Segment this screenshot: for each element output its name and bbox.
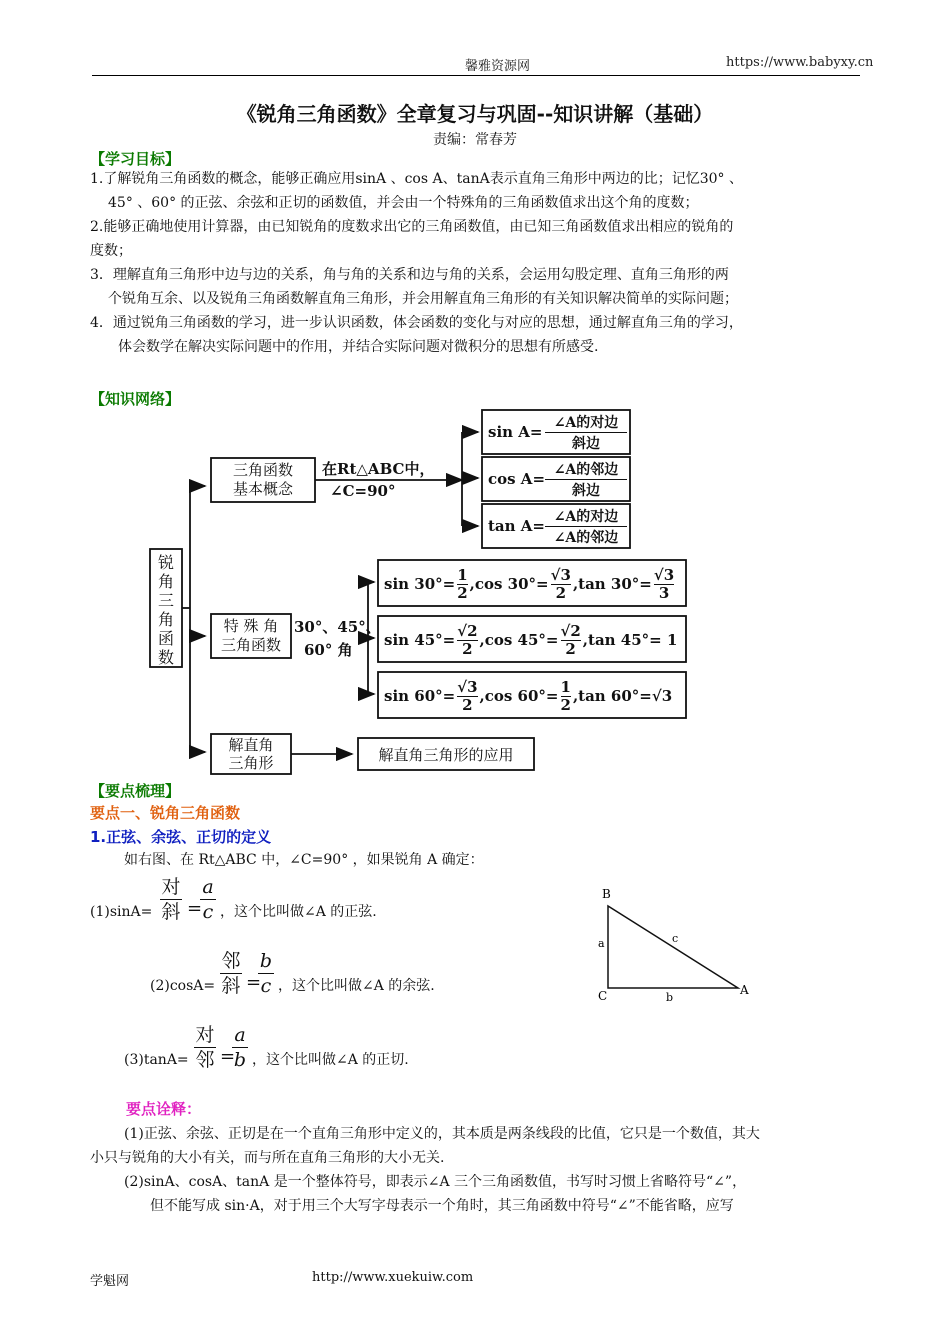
cos60-label: ,cos 60°=: [479, 687, 559, 705]
equals-sign: =: [187, 898, 203, 919]
cos-def-frac: [545, 459, 627, 500]
tan60-label: ,tan 60°=√3: [572, 687, 673, 705]
root-char: 函: [157, 629, 174, 648]
frac-den: 3: [654, 584, 674, 602]
root-char: 数: [157, 648, 174, 667]
values-60-row: [384, 674, 672, 718]
frac-den: 邻: [195, 1049, 215, 1071]
def-sin-label: (1)sinA=: [90, 904, 153, 920]
frac-den: 2: [560, 695, 571, 714]
basic-concept-label: [211, 461, 315, 499]
frac-num: √3: [550, 565, 571, 584]
point-1-heading: 要点一、锐角三角函数: [90, 804, 241, 822]
intro-text: 如右图、在 Rt△ABC 中，∠C=90° ，如果锐角 A 确定：: [124, 852, 484, 868]
footer-site: 学魁网: [90, 1274, 130, 1289]
frac-num: 邻: [221, 950, 241, 972]
sin60-label: sin 60°=: [384, 687, 456, 705]
sin45-label: sin 45°=: [384, 631, 456, 649]
def-tan-letter-frac: [232, 1024, 248, 1071]
cos60-frac: [561, 679, 571, 714]
basic-line: 三角函数: [232, 461, 293, 479]
frac-num: a: [202, 876, 214, 898]
root-char: 锐: [157, 553, 174, 572]
goals-heading: 【学习目标】: [90, 150, 181, 168]
special-line: 特 殊 角: [223, 617, 279, 635]
def-tan-text: ，这个比叫做∠A 的正切.: [252, 1052, 409, 1068]
cos-def-num: ∠A的邻边: [553, 462, 619, 478]
frac-num: 1: [457, 565, 468, 584]
def-tan-hanzi-frac: [194, 1024, 216, 1071]
explain-block: [90, 1122, 880, 1218]
frac-bar: [232, 1047, 248, 1048]
goal-1-line-1: 1.了解锐角三角函数的概念，能够正确应用sinA 、cos A、tanA表示直角三角形中两边的比；记忆30° 、: [90, 171, 743, 187]
vertex-A: A: [740, 983, 749, 997]
frac-num: √2: [560, 621, 581, 640]
cos30-frac: [551, 567, 571, 602]
sin30-label: sin 30°=: [384, 575, 456, 593]
network-heading: 【知识网络】: [90, 390, 181, 408]
cos45-label: ,cos 45°=: [479, 631, 559, 649]
frac-num: √3: [653, 565, 675, 584]
sin60-frac: [457, 679, 477, 714]
frac-num: 对: [161, 876, 181, 898]
explain-line: 但不能写成 sin·A，对于用三个大写字母表示一个角时，其三角函数中符号“∠”不能省略，应写: [150, 1198, 734, 1214]
frac-num: √2: [457, 621, 478, 640]
frac-num: √3: [457, 677, 478, 696]
root-char: 角: [157, 610, 174, 629]
frac-bar: [160, 899, 182, 900]
frac-den: c: [260, 975, 272, 997]
goal-4-line-1: 4．通过锐角三角函数的学习，进一步认识函数，体会函数的变化与对应的思想，通过解直角三角的学习，: [90, 315, 743, 331]
tan45-label: ,tan 45°= 1: [582, 631, 678, 649]
sin-def-frac: [545, 412, 627, 453]
header-url[interactable]: https://www.babyxy.cn: [726, 55, 874, 70]
application-label: 解直角三角形的应用: [378, 746, 514, 764]
goal-3-line-2: 个锐角互余、以及锐角三角函数解直角三角形，并会用解直角三角形的有关知识解决简单的实际问题；: [108, 291, 738, 307]
equals-sign: =: [220, 1046, 236, 1067]
angles-line-2: 60° 角: [304, 641, 353, 659]
angles-line-1: 30°、45°、: [294, 618, 381, 636]
equals-sign: =: [246, 972, 262, 993]
explain-line: (1)正弦、余弦、正切是在一个直角三角形中定义的，其本质是两条线段的比值，它只是一个数值，其大: [124, 1126, 760, 1142]
frac-bar: [200, 899, 216, 900]
goal-4-line-2: 体会数学在解决实际问题中的作用，并结合实际问题对微积分的思想有所感受.: [118, 339, 599, 355]
cos30-label: ,cos 30°=: [469, 575, 549, 593]
frac-den: 2: [457, 640, 477, 658]
tan-def-num: ∠A的对边: [553, 509, 619, 525]
tan-def-fn: tan A=: [488, 517, 545, 535]
cos45-frac: [561, 623, 581, 658]
special-angle-label: [211, 617, 291, 655]
frac-num: b: [259, 950, 273, 972]
frac-den: 2: [551, 584, 571, 602]
side-a: a: [598, 937, 605, 950]
frac-den: 2: [457, 696, 477, 714]
side-c: c: [672, 932, 679, 945]
vertex-B: B: [602, 887, 611, 901]
right-triangle-figure: [590, 884, 760, 1008]
sin-def-fn: sin A=: [488, 423, 543, 441]
sub-1-heading: 1.正弦、余弦、正切的定义: [90, 828, 272, 846]
frac-den: 2: [457, 583, 468, 602]
def-tan-label: (3)tanA=: [124, 1052, 189, 1068]
tan-def-frac: [545, 506, 627, 547]
root-char: 三: [157, 591, 174, 610]
solve-line: 三角形: [228, 754, 274, 772]
frac-den: 2: [561, 640, 581, 658]
frac-den: 斜: [161, 901, 181, 923]
condition-line-1: 在Rt△ABC中，: [322, 460, 435, 478]
frac-den: c: [202, 901, 214, 923]
def-cos-hanzi-frac: [220, 950, 242, 997]
frac-num: 1: [560, 677, 571, 696]
sin30-frac: [457, 567, 467, 602]
side-b: b: [666, 991, 674, 1004]
header-site: 馨雅资源网: [465, 59, 531, 74]
explain-heading: 要点诠释：: [126, 1100, 202, 1118]
basic-line: 基本概念: [232, 480, 293, 498]
frac-bar: [258, 973, 274, 974]
sin45-frac: [457, 623, 477, 658]
sin-def-num: ∠A的对边: [553, 415, 619, 431]
editor-line: 责编：常春芳: [433, 132, 517, 148]
frac-num: 对: [195, 1024, 215, 1046]
goal-1-line-2: 45° 、60° 的正弦、余弦和正切的函数值，并会由一个特殊角的三角函数值求出这个角的度数；: [108, 195, 699, 211]
tan-def-den: ∠A的邻边: [545, 526, 627, 547]
explain-line: (2)sinA、cosA、tanA 是一个整体符号，即表示∠A 三个三角函数值，书写时习惯上省略符号“∠”，: [124, 1174, 747, 1190]
frac-bar: [194, 1047, 216, 1048]
goal-2-line-1: 2.能够正确地使用计算器，由已知锐角的度数求出它的三角函数值，由已知三角函数值求出相应的锐角的: [90, 219, 734, 235]
def-sin-text: ，这个比叫做∠A 的正弦.: [220, 904, 377, 920]
def-sin-letter-frac: [200, 876, 216, 923]
solve-line: 解直角: [228, 736, 274, 754]
values-30-row: [384, 562, 676, 606]
def-cos-letter-frac: [258, 950, 274, 997]
values-45-row: [384, 618, 677, 662]
vertex-C: C: [598, 989, 608, 1003]
keypoints-heading: 【要点梳理】: [90, 782, 181, 800]
def-cos-text: ，这个比叫做∠A 的余弦.: [278, 978, 435, 994]
explain-line: 小只与锐角的大小有关，而与所在直角三角形的大小无关.: [90, 1150, 445, 1166]
cos-def-fn: cos A=: [488, 470, 546, 488]
tan30-label: ,tan 30°=: [572, 575, 652, 593]
root-char: 角: [157, 572, 174, 591]
def-cos-label: (2)cosA=: [150, 978, 216, 994]
frac-den: b: [233, 1049, 247, 1071]
page-title: 《锐角三角函数》全章复习与巩固--知识讲解（基础）: [236, 102, 714, 126]
frac-bar: [220, 973, 242, 974]
frac-den: 斜: [221, 975, 241, 997]
cos-def-den: 斜边: [545, 479, 627, 500]
goal-3-line-1: 3．理解直角三角形中边与边的关系，角与角的关系和边与角的关系，会运用勾股定理、直角三角形的两: [90, 267, 729, 283]
frac-num: a: [234, 1024, 246, 1046]
solve-label: [211, 736, 291, 772]
special-line: 三角函数: [220, 636, 281, 654]
root-label: [150, 553, 182, 667]
tan30-frac: [654, 567, 674, 602]
sin-def-den: 斜边: [545, 432, 627, 453]
triangle-shape: [608, 906, 738, 988]
def-sin-hanzi-frac: [160, 876, 182, 923]
footer-url[interactable]: http://www.xuekuiw.com: [312, 1270, 474, 1285]
goal-2-line-2: 度数；: [90, 243, 132, 259]
condition-line-2: ∠C=90°: [330, 482, 396, 500]
